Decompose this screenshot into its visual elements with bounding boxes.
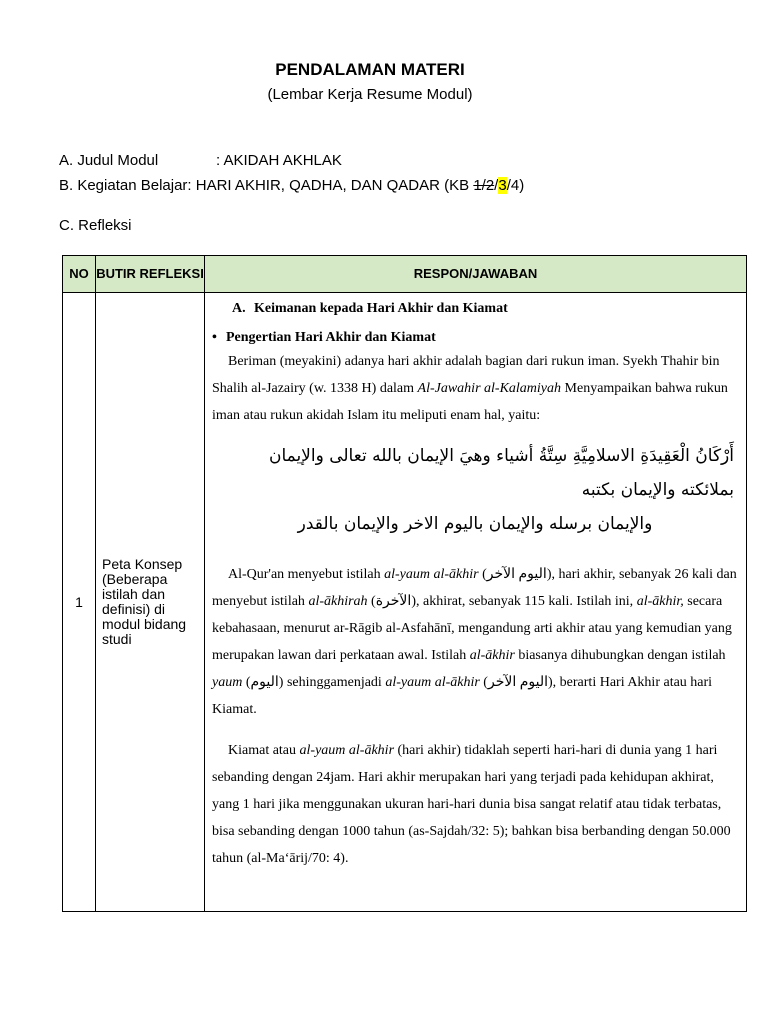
header-no: NO [63,256,96,293]
p3-t2: (hari akhir) tidaklah seperti hari-hari di dunia yang 1 hari sebanding dengan 24jam. Hari akhir merupakan hari yang terjadi pada kehidupan akhirat, yang 1 hari jika menggunakan ukuran hari-hari dunia bisa sangat relatif atau tidak terbatas, bisa sebanding dengan 1000 tahun (as-Sajdah/32: 5); bahkan bisa berbanding dengan 50.000 tahun (al-Ma‘ārij/70: 4). [212,743,731,866]
module-title-row [59,152,342,169]
p1-text-a: Beriman (meyakini) adanya hari akhir adalah bagian dari rukun iman. Syekh Thahir bin Shalih al-Jazairy (w. 1338 H) dalam [212,354,720,396]
page-title: PENDALAMAN MATERI [275,60,465,79]
p3-t1: Kiamat atau [228,743,300,758]
p1-italic: Al-Jawahir al-Kalamiyah [417,381,562,396]
reflection-heading: C. Refleksi [59,217,132,234]
p2-t6: secara kebahasaan, menurut ar-Rāgib al-Asfahānī, mengandung arti akhir atau yang kemudian yang merupakan lawan dari perkataan awal. Istilah [212,594,732,663]
p2-i3: al-ākhir, [636,594,684,609]
reflection-table [62,255,747,912]
p2-ar2: الآخرة [375,594,412,609]
kb-highlight: 3 [498,177,507,194]
bullet-title: Pengertian Hari Akhir dan Kiamat [226,330,436,345]
table-header-row [63,256,747,293]
p2-t8: ( [242,675,251,690]
learning-activity-value: : HARI AKHIR, QADHA, DAN QADAR (KB [187,177,474,194]
page-subtitle: (Lembar Kerja Resume Modul) [267,86,473,103]
p2-t10: ( [479,675,488,690]
arabic-line-2: والإيمان برسله والإيمان باليوم الاخر والإيمان بالقدر [297,514,653,534]
bullet-heading [212,328,738,348]
p2-ar3: اليوم [250,675,279,690]
kb-suffix: /4) [506,177,525,194]
p2-i1: al-yaum al-ākhir [384,567,479,582]
p3-i1: al-yaum al-ākhir [299,743,395,758]
module-title-label: A. Judul Modul [59,152,159,169]
p2-t9: ) sehinggamenjadi [278,675,386,690]
p2-i5: yaum [212,675,243,690]
p2-t2: ( [478,567,487,582]
p2-t11: ), berarti Hari Akhir atau hari Kiamat. [212,675,713,717]
section-heading [232,299,738,319]
p2-i2: al-ākhirah [308,594,368,609]
cell-respon [205,293,747,912]
bullet-icon: • [212,330,217,345]
paragraph-3 [212,737,738,872]
header-respon: RESPON/JAWABAN [205,256,747,293]
p2-i4: al-ākhir [469,648,515,663]
p1-text-b: Menyampaikan bahwa rukun iman atau rukun akidah Islam itu meliputi enam hal, yaitu: [212,381,728,423]
header-butir: BUTIR REFLEKSI [96,256,205,293]
p2-ar4: اليوم الآخر [487,675,549,690]
section-title: Keimanan kepada Hari Akhir dan Kiamat [254,301,508,316]
cell-no: 1 [63,293,96,912]
paragraph-1 [212,348,738,429]
p2-t5: ), akhirat, sebanyak 115 kali. Istilah ini, [411,594,637,609]
kb-separator: / [494,177,499,194]
p2-i6: al-yaum al-ākhir [385,675,480,690]
arabic-line-1: أَرْكَانُ الْعَقِيدَةِ الاسلامِيَّةِ سِتَّةُ أشياء وهيَ الإيمان بالله تعالى والإيمان بملائكته والإيمان بكتبه [268,446,734,500]
paragraph-2 [212,561,738,723]
cell-butir: Peta Konsep (Beberapa istilah dan definisi) di modul bidang studi [96,293,205,912]
table-row [63,293,747,912]
p2-t3: ), hari akhir, sebanyak 26 kali dan menyebut istilah [212,567,737,609]
learning-activity-row [59,177,524,194]
p2-t1: Al-Qur'an menyebut istilah [228,567,385,582]
p2-t4: ( [367,594,376,609]
module-title-value: : AKIDAH AKHLAK [216,152,342,169]
learning-activity-label: B. Kegiatan Belajar [59,177,188,194]
section-number: A. [232,301,246,316]
p2-t7: biasanya dihubungkan dengan istilah [514,648,726,663]
p2-ar1: اليوم الآخر [486,567,547,582]
kb-struck: 1/2 [473,177,495,194]
